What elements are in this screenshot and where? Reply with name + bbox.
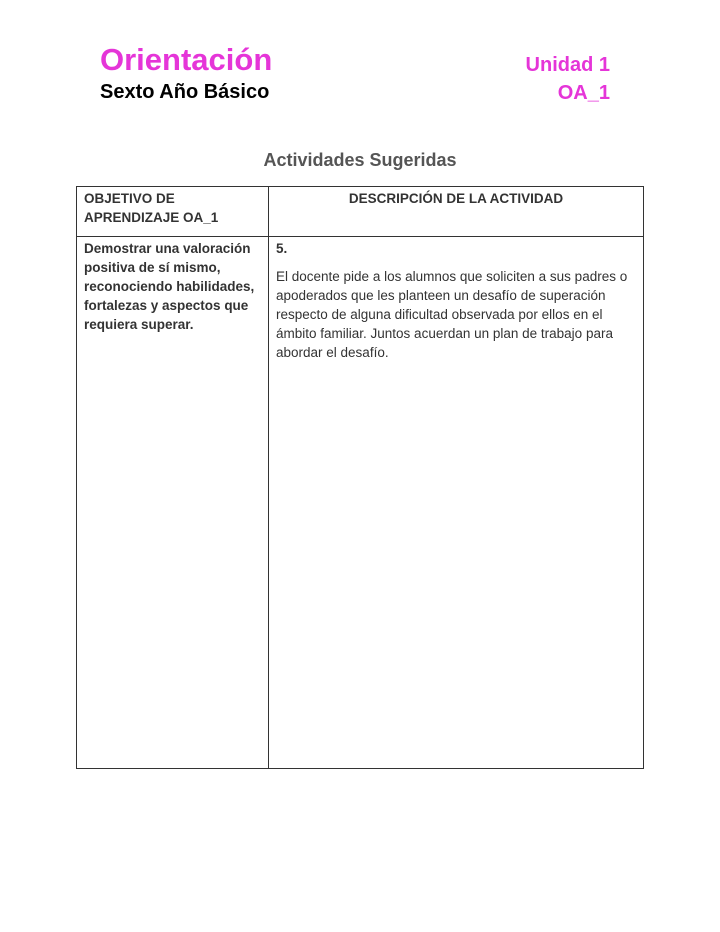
grade-subtitle: Sexto Año Básico	[100, 81, 270, 103]
description-header: DESCRIPCIÓN DE LA ACTIVIDAD	[269, 187, 644, 237]
activity-text: El docente pide a los alumnos que soliciten a sus padres o apoderados que les planteen un desafío de superación respecto de alguna dificultad observada por ellos en el ámbito familiar. Juntos acuerdan un plan de trabajo para abordar el desafío.	[276, 269, 628, 360]
section-title: Actividades Sugeridas	[263, 150, 457, 170]
description-cell	[269, 237, 644, 769]
table-header-row	[77, 187, 644, 237]
objective-header: OBJETIVO DE APRENDIZAJE OA_1	[77, 187, 269, 237]
activities-table	[76, 186, 644, 769]
table-row	[77, 237, 644, 769]
unit-label: Unidad 1	[525, 54, 610, 76]
subject-title: Orientación	[100, 42, 273, 77]
objective-cell: Demostrar una valoración positiva de sí mismo, reconociendo habilidades, fortalezas y aspectos que requiera superar.	[77, 237, 269, 769]
oa-label: OA_1	[557, 82, 610, 104]
activity-number: 5.	[276, 241, 288, 256]
